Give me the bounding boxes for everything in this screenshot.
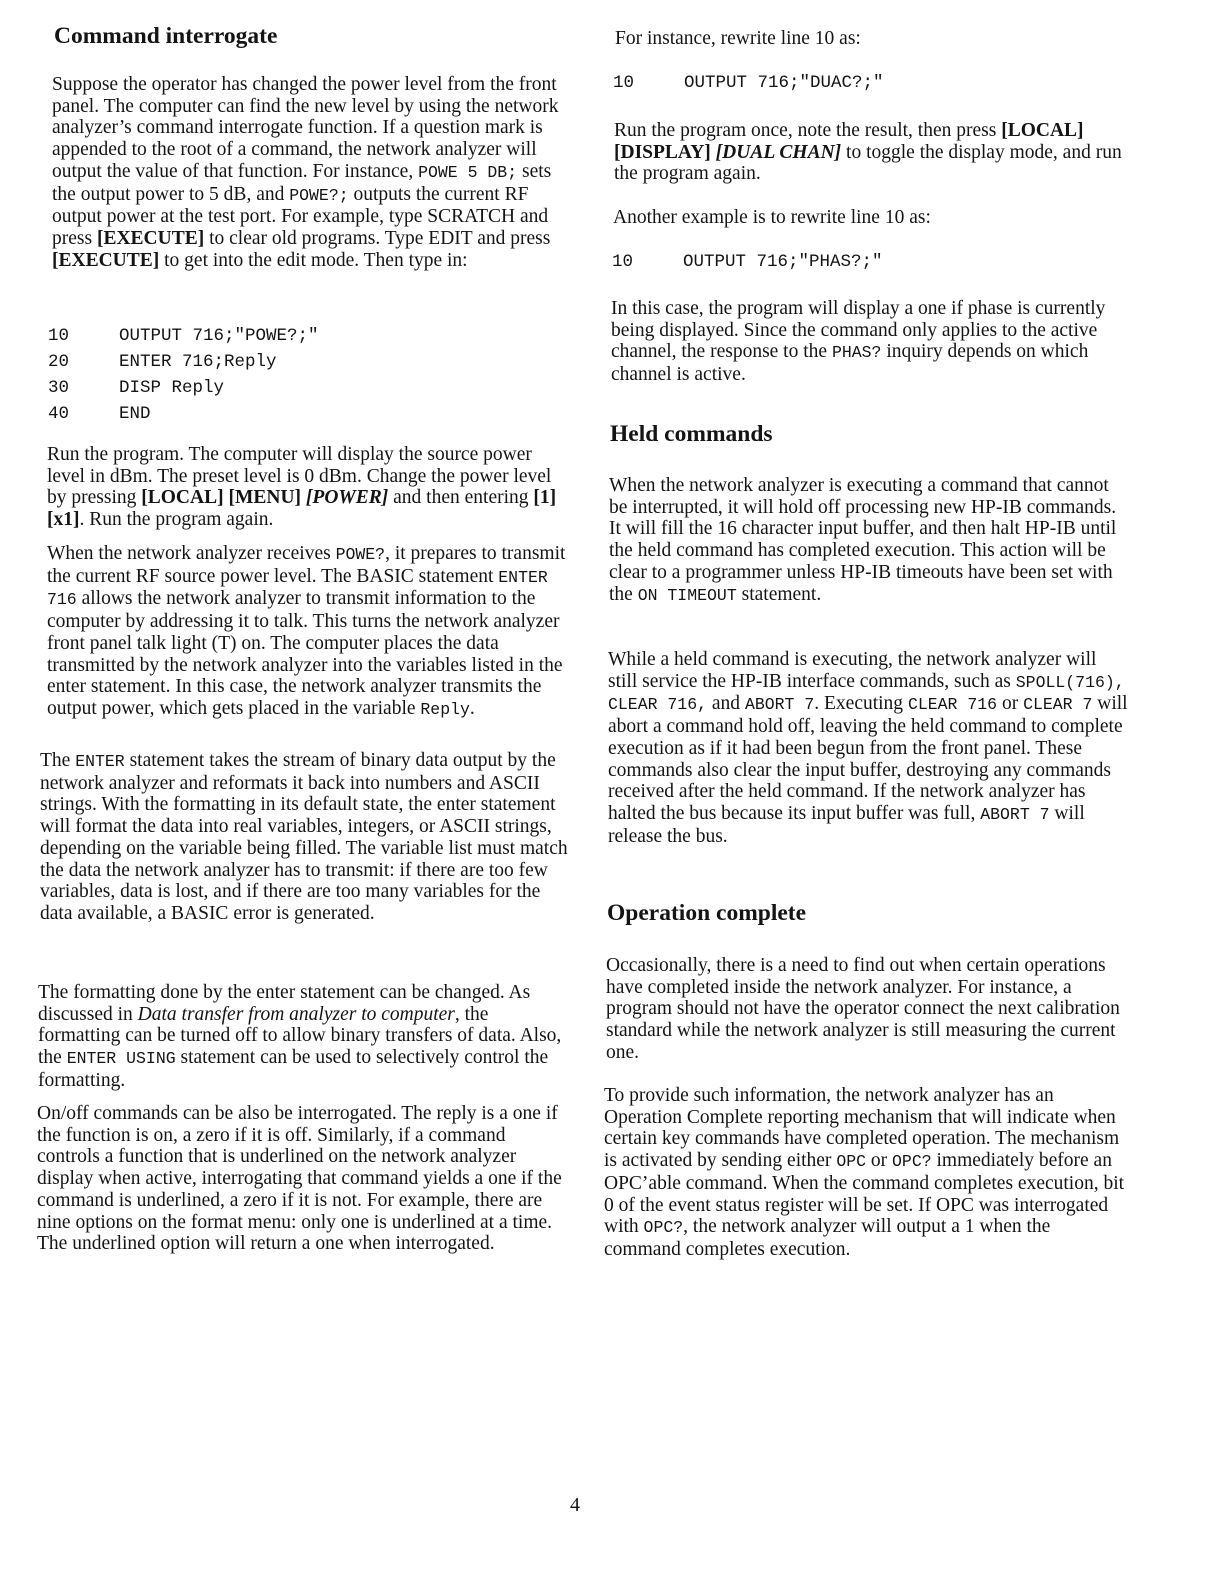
paragraph-another-example: Another example is to rewrite line 10 as: [613,207,931,228]
code-line-40: 40 END [48,404,151,424]
code-line-duac: 10 OUTPUT 716;"DUAC?;" [613,73,884,93]
paragraph-operation-complete-mechanism: To provide such information, the network analyzer has an Operation Complete reporting mechanism that will indicate when certain key commands have completed operation. The mechanism is activated by sending either OPC or OPC? immediately before an OPC’able command. When the command completes execution, bit 0 of the event status register will be set. If OPC was interrogated with OPC?, the network analyzer will output a 1 when the command completes execution. [604,1085,1125,1260]
paragraph-held-executing: While a held command is executing, the network analyzer will still service the HP-IB interface commands, such as SPOLL(716), CLEAR 716, and ABORT 7. Executing CLEAR 716 or CLEAR 7 will abort a command hold off, leaving the held command to complete execution as if it had been begun from the front panel. These commands also clear the input buffer, destroying any commands received after the held command. If the network analyzer has halted the bus because its input buffer was full, ABORT 7 will release the bus. [608,649,1128,847]
paragraph-run-program: Run the program. The computer will display the source power level in dBm. The preset level is 0 dBm. Change the power level by pressing [LOCAL] [MENU] [POWER] and then entering [1] [x1]. Run the program again. [47,444,557,531]
code-line-20: 20 ENTER 716;Reply [48,352,277,372]
heading-held-commands: Held commands [610,421,773,447]
paragraph-onoff-commands: On/off commands can be also be interrogated. The reply is a one if the function is on, a zero if it is off. Similarly, if a command controls a function that is underlined on the network analyzer display when active, interrogating that command yields a one if the command is underlined, a zero if it is not. For example, there are nine options on the format menu: only one is underlined at a time. The underlined option will return a one when interrogated. [37,1103,562,1255]
paragraph-receives-powe: When the network analyzer receives POWE?, it prepares to transmit the current RF source power level. The BASIC statement ENTER 716 allows the network analyzer to transmit information to the computer by addressing it to talk. This turns the network analyzer front panel talk light (T) on. The computer places the data transmitted by the network analyzer into the variables listed in the enter statement. In this case, the network analyzer transmits the output power, which gets placed in the variable Reply. [47,543,566,719]
code-line-phas: 10 OUTPUT 716;"PHAS?;" [612,252,883,272]
code-line-10: 10 OUTPUT 716;"POWE?;" [48,326,319,346]
heading-command-interrogate: Command interrogate [54,23,278,49]
paragraph-run-once: Run the program once, note the result, then press [LOCAL] [DISPLAY] [DUAL CHAN] to toggle the display mode, and run the program again. [614,120,1122,185]
code-line-30: 30 DISP Reply [48,378,225,398]
page-number: 4 [570,1494,580,1516]
paragraph-rewrite-line-1: For instance, rewrite line 10 as: [615,28,861,49]
heading-operation-complete: Operation complete [607,900,807,926]
paragraph-interrogate-intro: Suppose the operator has changed the power level from the front panel. The computer can find the new level by using the network analyzer’s command interrogate function. If a question mark is appended to the root of a command, the network analyzer will output the value of that function. For instance, POWE 5 DB; sets the output power to 5 dB, and POWE?; outputs the current RF output power at the test port. For example, type SCRATCH and press [EXECUTE] to clear old programs. Type EDIT and press [EXECUTE] to get into the edit mode. Then type in: [52,74,559,271]
paragraph-enter-statement: The ENTER statement takes the stream of binary data output by the network analyzer and reformats it back into numbers and ASCII strings. With the formatting in its default state, the enter statement will format the data into real variables, integers, or ASCII strings, depending on the variable being filled. The variable list must match the data the network analyzer has to transmit: if there are too few variables, data is lost, and if there are too many variables for the data available, a BASIC error is generated. [40,750,568,924]
paragraph-formatting: The formatting done by the enter statement can be changed. As discussed in Data transfer from analyzer to computer, the formatting can be turned off to allow binary transfers of data. Also, the ENTER USING statement can be used to selectively control the formatting. [38,982,562,1091]
paragraph-phase-display: In this case, the program will display a one if phase is currently being displayed. Since the command only applies to the active channel, the response to the PHAS? inquiry depends on which channel is active. [611,298,1106,386]
paragraph-held-commands: When the network analyzer is executing a command that cannot be interrupted, it will hold off processing new HP-IB commands. It will fill the 16 character input buffer, and then halt HP-IB until the held command has completed execution. This action will be clear to a programmer unless HP-IB timeouts have been set with the ON TIMEOUT statement. [609,475,1117,605]
paragraph-occasionally: Occasionally, there is a need to find out when certain operations have completed inside the network analyzer. For instance, a program should not have the operator connect the next calibration standard while the network analyzer is still measuring the current one. [606,955,1120,1063]
